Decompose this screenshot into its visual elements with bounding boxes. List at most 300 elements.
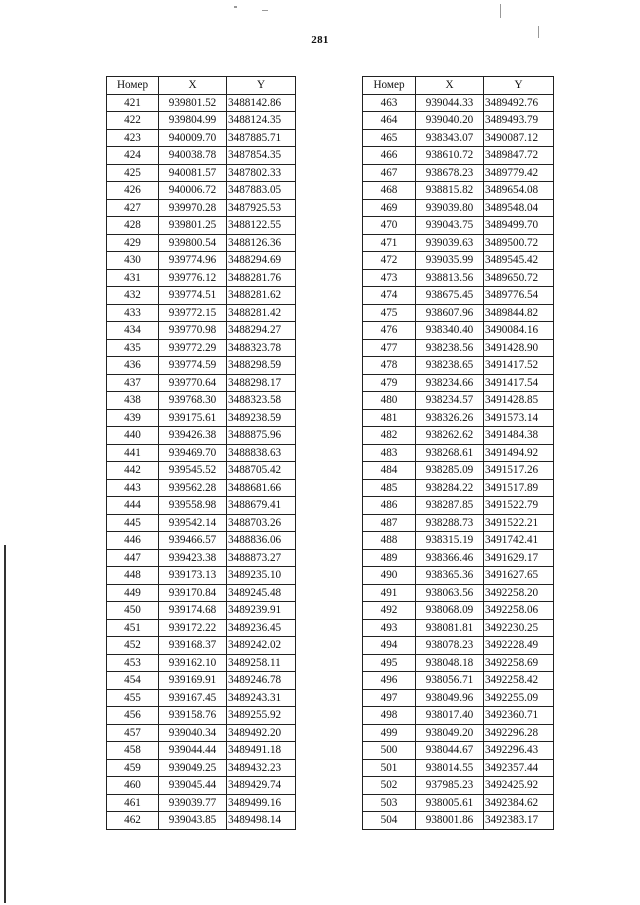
y-coordinate: 3489235.10	[227, 567, 296, 585]
point-number: 430	[107, 252, 159, 270]
y-coordinate: 3488875.96	[227, 427, 296, 445]
point-number: 427	[107, 199, 159, 217]
table-row	[107, 497, 296, 515]
y-coordinate: 3487883.05	[227, 182, 296, 200]
y-coordinate: 3489243.31	[227, 689, 296, 707]
table-row	[363, 567, 554, 585]
x-coordinate: 939039.80	[416, 199, 484, 217]
x-coordinate: 939542.14	[159, 514, 227, 532]
y-coordinate: 3492258.69	[484, 654, 554, 672]
table-row	[107, 759, 296, 777]
y-coordinate: 3489650.72	[484, 269, 554, 287]
header-x: X	[159, 77, 227, 95]
point-number: 460	[107, 777, 159, 795]
y-coordinate: 3487802.33	[227, 164, 296, 182]
x-coordinate: 938005.61	[416, 794, 484, 812]
x-coordinate: 939158.76	[159, 707, 227, 725]
y-coordinate: 3492357.44	[484, 759, 554, 777]
table-row	[363, 672, 554, 690]
table-row	[107, 217, 296, 235]
y-coordinate: 3489654.08	[484, 182, 554, 200]
x-coordinate: 938287.85	[416, 497, 484, 515]
y-coordinate: 3492258.06	[484, 602, 554, 620]
y-coordinate: 3491428.90	[484, 339, 554, 357]
y-coordinate: 3490084.16	[484, 322, 554, 340]
x-coordinate: 939175.61	[159, 409, 227, 427]
table-row	[363, 112, 554, 130]
table-row	[363, 217, 554, 235]
table-row	[363, 532, 554, 550]
y-coordinate: 3492296.43	[484, 742, 554, 760]
scan-edge-bar	[4, 545, 6, 903]
x-coordinate: 939040.20	[416, 112, 484, 130]
table-row	[107, 619, 296, 637]
y-coordinate: 3489491.18	[227, 742, 296, 760]
point-number: 499	[363, 724, 416, 742]
point-number: 467	[363, 164, 416, 182]
table-row	[107, 724, 296, 742]
x-coordinate: 939801.25	[159, 217, 227, 235]
x-coordinate: 939545.52	[159, 462, 227, 480]
y-coordinate: 3491627.65	[484, 567, 554, 585]
x-coordinate: 939423.38	[159, 549, 227, 567]
point-number: 444	[107, 497, 159, 515]
table-row	[363, 357, 554, 375]
table-row	[107, 357, 296, 375]
y-coordinate: 3491417.52	[484, 357, 554, 375]
table-row	[107, 462, 296, 480]
header-number: Номер	[107, 77, 159, 95]
table-row	[363, 777, 554, 795]
point-number: 481	[363, 409, 416, 427]
table-row	[107, 409, 296, 427]
point-number: 440	[107, 427, 159, 445]
y-coordinate: 3489242.02	[227, 637, 296, 655]
point-number: 433	[107, 304, 159, 322]
x-coordinate: 938268.61	[416, 444, 484, 462]
table-row	[107, 777, 296, 795]
x-coordinate: 940009.70	[159, 129, 227, 147]
x-coordinate: 938049.96	[416, 689, 484, 707]
point-number: 454	[107, 672, 159, 690]
table-row	[107, 287, 296, 305]
y-coordinate: 3488873.27	[227, 549, 296, 567]
x-coordinate: 938285.09	[416, 462, 484, 480]
y-coordinate: 3490087.12	[484, 129, 554, 147]
point-number: 469	[363, 199, 416, 217]
table-row	[363, 654, 554, 672]
point-number: 441	[107, 444, 159, 462]
table-row	[107, 164, 296, 182]
y-coordinate: 3488281.76	[227, 269, 296, 287]
x-coordinate: 938044.67	[416, 742, 484, 760]
table-row	[107, 707, 296, 725]
x-coordinate: 938813.56	[416, 269, 484, 287]
point-number: 489	[363, 549, 416, 567]
y-coordinate: 3488294.27	[227, 322, 296, 340]
point-number: 501	[363, 759, 416, 777]
y-coordinate: 3489236.45	[227, 619, 296, 637]
x-coordinate: 938343.07	[416, 129, 484, 147]
y-coordinate: 3488281.42	[227, 304, 296, 322]
point-number: 503	[363, 794, 416, 812]
y-coordinate: 3489844.82	[484, 304, 554, 322]
point-number: 439	[107, 409, 159, 427]
point-number: 470	[363, 217, 416, 235]
point-number: 429	[107, 234, 159, 252]
y-coordinate: 3492255.09	[484, 689, 554, 707]
y-coordinate: 3491573.14	[484, 409, 554, 427]
point-number: 463	[363, 94, 416, 112]
point-number: 445	[107, 514, 159, 532]
point-number: 424	[107, 147, 159, 165]
point-number: 472	[363, 252, 416, 270]
x-coordinate: 939426.38	[159, 427, 227, 445]
y-coordinate: 3488323.78	[227, 339, 296, 357]
table-row	[107, 549, 296, 567]
point-number: 423	[107, 129, 159, 147]
point-number: 490	[363, 567, 416, 585]
point-number: 480	[363, 392, 416, 410]
y-coordinate: 3491629.17	[484, 549, 554, 567]
table-row	[107, 199, 296, 217]
x-coordinate: 938048.18	[416, 654, 484, 672]
point-number: 497	[363, 689, 416, 707]
table-row	[107, 444, 296, 462]
table-row	[107, 584, 296, 602]
y-coordinate: 3489255.92	[227, 707, 296, 725]
x-coordinate: 938815.82	[416, 182, 484, 200]
y-coordinate: 3489432.23	[227, 759, 296, 777]
point-number: 462	[107, 812, 159, 830]
x-coordinate: 939801.52	[159, 94, 227, 112]
x-coordinate: 940038.78	[159, 147, 227, 165]
table-row	[363, 269, 554, 287]
x-coordinate: 937985.23	[416, 777, 484, 795]
y-coordinate: 3488703.26	[227, 514, 296, 532]
point-number: 485	[363, 479, 416, 497]
x-coordinate: 938234.66	[416, 374, 484, 392]
table-row	[107, 794, 296, 812]
x-coordinate: 938063.56	[416, 584, 484, 602]
y-coordinate: 3489493.79	[484, 112, 554, 130]
y-coordinate: 3489245.48	[227, 584, 296, 602]
table-row	[363, 94, 554, 112]
y-coordinate: 3489500.72	[484, 234, 554, 252]
y-coordinate: 3491522.79	[484, 497, 554, 515]
table-row	[107, 602, 296, 620]
table-row	[363, 759, 554, 777]
x-coordinate: 939044.33	[416, 94, 484, 112]
x-coordinate: 938238.56	[416, 339, 484, 357]
point-number: 442	[107, 462, 159, 480]
x-coordinate: 940081.57	[159, 164, 227, 182]
scan-speck	[262, 10, 268, 11]
point-number: 455	[107, 689, 159, 707]
x-coordinate: 938078.23	[416, 637, 484, 655]
x-coordinate: 939035.99	[416, 252, 484, 270]
table-row	[363, 252, 554, 270]
table-row	[363, 234, 554, 252]
x-coordinate: 939044.44	[159, 742, 227, 760]
table-row	[107, 234, 296, 252]
table-row	[363, 444, 554, 462]
y-coordinate: 3492384.62	[484, 794, 554, 812]
point-number: 483	[363, 444, 416, 462]
point-number: 486	[363, 497, 416, 515]
point-number: 474	[363, 287, 416, 305]
y-coordinate: 3488681.66	[227, 479, 296, 497]
x-coordinate: 939049.25	[159, 759, 227, 777]
table-row	[363, 147, 554, 165]
point-number: 449	[107, 584, 159, 602]
x-coordinate: 939174.68	[159, 602, 227, 620]
y-coordinate: 3487854.35	[227, 147, 296, 165]
x-coordinate: 939043.75	[416, 217, 484, 235]
x-coordinate: 939774.51	[159, 287, 227, 305]
point-number: 431	[107, 269, 159, 287]
y-coordinate: 3489776.54	[484, 287, 554, 305]
table-header-row	[107, 77, 296, 95]
y-coordinate: 3491522.21	[484, 514, 554, 532]
y-coordinate: 3492228.49	[484, 637, 554, 655]
y-coordinate: 3488838.63	[227, 444, 296, 462]
x-coordinate: 939970.28	[159, 199, 227, 217]
point-number: 434	[107, 322, 159, 340]
point-number: 451	[107, 619, 159, 637]
y-coordinate: 3489429.74	[227, 777, 296, 795]
table-row	[363, 462, 554, 480]
x-coordinate: 939800.54	[159, 234, 227, 252]
table-row	[107, 532, 296, 550]
header-y: Y	[484, 77, 554, 95]
table-row	[363, 742, 554, 760]
y-coordinate: 3488142.86	[227, 94, 296, 112]
x-coordinate: 939039.63	[416, 234, 484, 252]
table-row	[363, 129, 554, 147]
y-coordinate: 3489499.70	[484, 217, 554, 235]
scan-speck	[234, 6, 237, 8]
x-coordinate: 939167.45	[159, 689, 227, 707]
table-row	[107, 689, 296, 707]
x-coordinate: 939045.44	[159, 777, 227, 795]
table-row	[363, 812, 554, 830]
table-row	[107, 392, 296, 410]
y-coordinate: 3489779.42	[484, 164, 554, 182]
x-coordinate: 939039.77	[159, 794, 227, 812]
x-coordinate: 939768.30	[159, 392, 227, 410]
x-coordinate: 938017.40	[416, 707, 484, 725]
y-coordinate: 3492230.25	[484, 619, 554, 637]
table-row	[107, 479, 296, 497]
point-number: 494	[363, 637, 416, 655]
table-row	[363, 392, 554, 410]
y-coordinate: 3489238.59	[227, 409, 296, 427]
coordinates-table-left	[106, 76, 296, 830]
y-coordinate: 3488124.35	[227, 112, 296, 130]
point-number: 428	[107, 217, 159, 235]
point-number: 446	[107, 532, 159, 550]
point-number: 422	[107, 112, 159, 130]
table-row	[363, 707, 554, 725]
table-row	[363, 164, 554, 182]
y-coordinate: 3492425.92	[484, 777, 554, 795]
x-coordinate: 938340.40	[416, 322, 484, 340]
y-coordinate: 3488705.42	[227, 462, 296, 480]
point-number: 487	[363, 514, 416, 532]
table-row	[363, 304, 554, 322]
x-coordinate: 939168.37	[159, 637, 227, 655]
y-coordinate: 3488298.59	[227, 357, 296, 375]
table-header-row	[363, 77, 554, 95]
table-row	[363, 619, 554, 637]
table-row	[363, 689, 554, 707]
x-coordinate: 939770.64	[159, 374, 227, 392]
y-coordinate: 3492258.20	[484, 584, 554, 602]
x-coordinate: 939173.13	[159, 567, 227, 585]
x-coordinate: 939043.85	[159, 812, 227, 830]
y-coordinate: 3492258.42	[484, 672, 554, 690]
x-coordinate: 938081.81	[416, 619, 484, 637]
table-row	[107, 269, 296, 287]
point-number: 465	[363, 129, 416, 147]
point-number: 456	[107, 707, 159, 725]
x-coordinate: 940006.72	[159, 182, 227, 200]
table-row	[363, 724, 554, 742]
table-row	[107, 427, 296, 445]
y-coordinate: 3489548.04	[484, 199, 554, 217]
point-number: 432	[107, 287, 159, 305]
x-coordinate: 939772.29	[159, 339, 227, 357]
table-row	[107, 567, 296, 585]
y-coordinate: 3488122.55	[227, 217, 296, 235]
x-coordinate: 939170.84	[159, 584, 227, 602]
point-number: 496	[363, 672, 416, 690]
table-row	[107, 637, 296, 655]
y-coordinate: 3492296.28	[484, 724, 554, 742]
x-coordinate: 938366.46	[416, 549, 484, 567]
point-number: 476	[363, 322, 416, 340]
table-row	[107, 322, 296, 340]
table-row	[363, 794, 554, 812]
point-number: 421	[107, 94, 159, 112]
point-number: 477	[363, 339, 416, 357]
x-coordinate: 939774.59	[159, 357, 227, 375]
point-number: 495	[363, 654, 416, 672]
y-coordinate: 3489545.42	[484, 252, 554, 270]
table-row	[107, 812, 296, 830]
table-row	[107, 129, 296, 147]
table-row	[363, 549, 554, 567]
point-number: 457	[107, 724, 159, 742]
point-number: 448	[107, 567, 159, 585]
y-coordinate: 3492360.71	[484, 707, 554, 725]
x-coordinate: 939774.96	[159, 252, 227, 270]
table-row	[363, 374, 554, 392]
point-number: 436	[107, 357, 159, 375]
x-coordinate: 938238.65	[416, 357, 484, 375]
table-row	[107, 252, 296, 270]
table-row	[363, 584, 554, 602]
x-coordinate: 938365.36	[416, 567, 484, 585]
x-coordinate: 938068.09	[416, 602, 484, 620]
point-number: 452	[107, 637, 159, 655]
x-coordinate: 938315.19	[416, 532, 484, 550]
x-coordinate: 939040.34	[159, 724, 227, 742]
x-coordinate: 938607.96	[416, 304, 484, 322]
point-number: 447	[107, 549, 159, 567]
point-number: 500	[363, 742, 416, 760]
point-number: 453	[107, 654, 159, 672]
point-number: 502	[363, 777, 416, 795]
x-coordinate: 938234.57	[416, 392, 484, 410]
y-coordinate: 3488298.17	[227, 374, 296, 392]
header-y: Y	[227, 77, 296, 95]
x-coordinate: 939772.15	[159, 304, 227, 322]
x-coordinate: 938262.62	[416, 427, 484, 445]
point-number: 504	[363, 812, 416, 830]
y-coordinate: 3488323.58	[227, 392, 296, 410]
x-coordinate: 939162.10	[159, 654, 227, 672]
page-number: 281	[311, 34, 329, 46]
x-coordinate: 938326.26	[416, 409, 484, 427]
y-coordinate: 3491517.89	[484, 479, 554, 497]
y-coordinate: 3488294.69	[227, 252, 296, 270]
y-coordinate: 3491742.41	[484, 532, 554, 550]
table-row	[363, 602, 554, 620]
y-coordinate: 3487925.53	[227, 199, 296, 217]
header-number: Номер	[363, 77, 416, 95]
x-coordinate: 938678.23	[416, 164, 484, 182]
point-number: 471	[363, 234, 416, 252]
y-coordinate: 3489492.76	[484, 94, 554, 112]
x-coordinate: 938675.45	[416, 287, 484, 305]
y-coordinate: 3489499.16	[227, 794, 296, 812]
table-row	[107, 742, 296, 760]
x-coordinate: 939770.98	[159, 322, 227, 340]
x-coordinate: 938014.55	[416, 759, 484, 777]
point-number: 458	[107, 742, 159, 760]
table-row	[363, 339, 554, 357]
coordinates-table-right	[362, 76, 554, 830]
x-coordinate: 939169.91	[159, 672, 227, 690]
table-row	[363, 199, 554, 217]
scan-speck	[500, 4, 501, 18]
table-row	[363, 182, 554, 200]
table-row	[363, 479, 554, 497]
x-coordinate: 939172.22	[159, 619, 227, 637]
x-coordinate: 939558.98	[159, 497, 227, 515]
table-row	[107, 182, 296, 200]
table-row	[107, 339, 296, 357]
table-row	[363, 427, 554, 445]
point-number: 437	[107, 374, 159, 392]
table-row	[363, 322, 554, 340]
y-coordinate: 3491517.26	[484, 462, 554, 480]
point-number: 491	[363, 584, 416, 602]
x-coordinate: 938056.71	[416, 672, 484, 690]
table-row	[363, 514, 554, 532]
point-number: 478	[363, 357, 416, 375]
point-number: 450	[107, 602, 159, 620]
x-coordinate: 939562.28	[159, 479, 227, 497]
y-coordinate: 3491428.85	[484, 392, 554, 410]
point-number: 475	[363, 304, 416, 322]
y-coordinate: 3487885.71	[227, 129, 296, 147]
point-number: 484	[363, 462, 416, 480]
table-row	[363, 497, 554, 515]
x-coordinate: 938284.22	[416, 479, 484, 497]
